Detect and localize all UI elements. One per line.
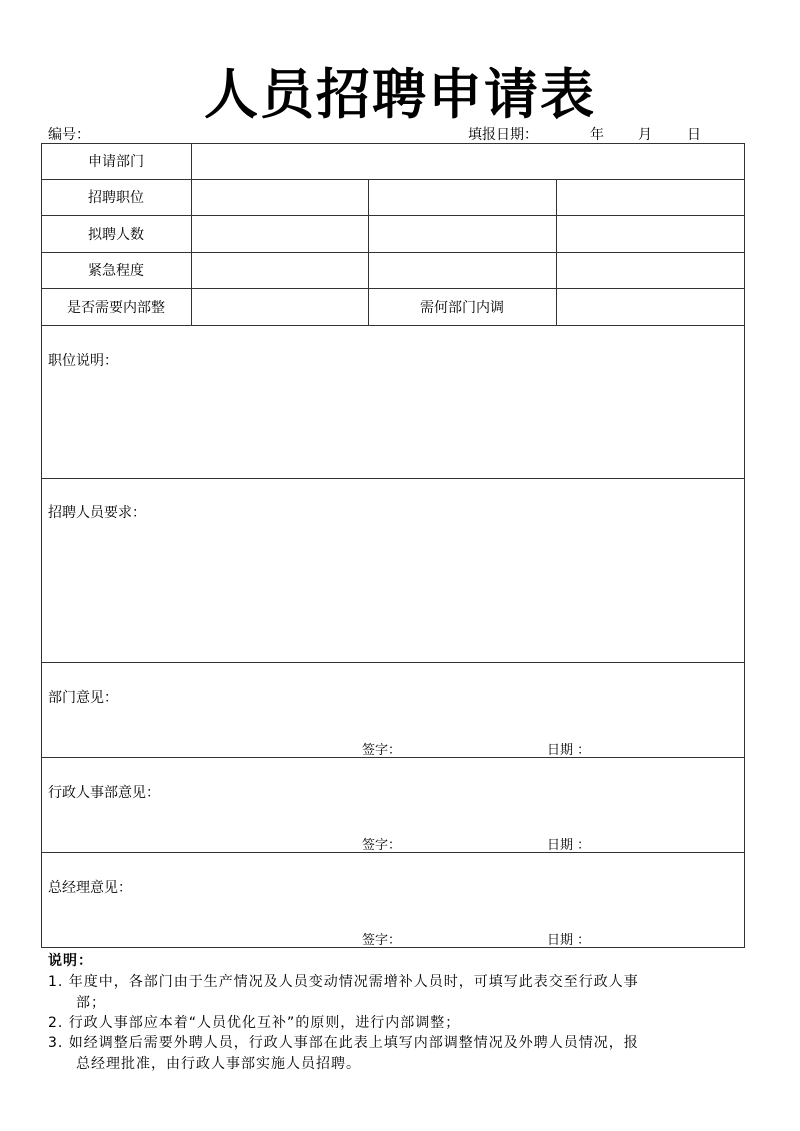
internal-adjust-field[interactable] — [192, 289, 368, 325]
note-item: 1. 年度中，各部门由于生产情况及人员变动情况需增补人员时，可填写此表交至行政人事 — [48, 974, 639, 990]
dept-date-label: 日期 ： — [547, 743, 591, 758]
label-requirements: 招聘人员要求： — [48, 505, 146, 521]
headcount-field-3[interactable] — [557, 216, 744, 252]
urgency-field-3[interactable] — [557, 253, 744, 288]
position-field-3[interactable] — [557, 180, 744, 215]
form-title: 人员招聘申请表 — [204, 62, 596, 126]
label-hr-opinion: 行政人事部意见： — [48, 785, 160, 801]
note-item: 部； — [76, 995, 106, 1011]
which-dept-field[interactable] — [557, 289, 744, 325]
note-item: 2. 行政人事部应本着“人员优化互补”的原则，进行内部调整； — [48, 1015, 461, 1031]
gm-sign-label: 签字： — [362, 933, 402, 948]
note-item: 总经理批准，由行政人事部实施人员招聘。 — [76, 1056, 361, 1072]
label-urgency: 紧急程度 — [88, 263, 144, 279]
dept-sign-label: 签字： — [362, 743, 402, 758]
note-item: 3. 如经调整后需要外聘人员，行政人事部在此表上填写内部调整情况及外聘人员情况，报 — [48, 1035, 639, 1051]
label-applying-dept: 申请部门 — [88, 154, 144, 170]
month-label: 月 — [638, 127, 652, 143]
hr-sign-label: 签字： — [362, 838, 402, 853]
label-which-dept: 需何部门内调 — [420, 299, 504, 316]
headcount-field-1[interactable] — [192, 216, 368, 252]
fill-date-label: 填报日期： — [468, 127, 538, 143]
label-headcount: 拟聘人数 — [88, 226, 144, 243]
gm-date-label: 日期 ： — [547, 933, 591, 948]
year-label: 年 — [590, 127, 604, 143]
applying-dept-field[interactable] — [192, 144, 744, 179]
day-label: 日 — [687, 127, 701, 143]
urgency-field-2[interactable] — [369, 253, 556, 288]
position-field-2[interactable] — [369, 180, 556, 215]
urgency-field-1[interactable] — [192, 253, 368, 288]
label-position: 招聘职位 — [88, 190, 144, 206]
label-gm-opinion: 总经理意见： — [48, 880, 132, 896]
label-dept-opinion: 部门意见： — [48, 690, 118, 706]
label-job-description: 职位说明： — [48, 353, 118, 369]
hr-date-label: 日期 ： — [547, 838, 591, 853]
headcount-field-2[interactable] — [369, 216, 556, 252]
number-label: 编号： — [48, 127, 90, 143]
notes-heading: 说明： — [48, 953, 93, 969]
position-field-1[interactable] — [192, 180, 368, 215]
label-internal-adjust: 是否需要内部整 — [67, 299, 165, 316]
